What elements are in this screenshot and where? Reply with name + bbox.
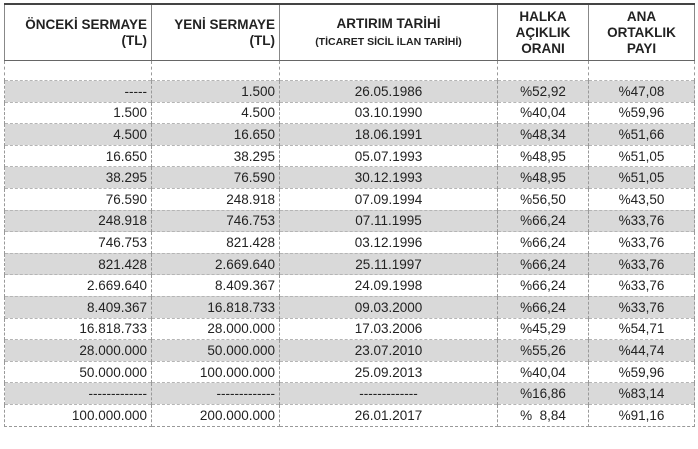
header-public-ratio-line1: HALKA — [519, 8, 567, 24]
header-public-ratio-line2: AÇIKLIK — [515, 24, 571, 40]
cell-public-ratio: %66,24 — [498, 210, 589, 232]
cell-main-share: %33,76 — [589, 275, 695, 297]
cell-public-ratio: %48,95 — [498, 145, 589, 167]
cell-prev-capital: 16.818.733 — [5, 318, 152, 340]
cell-new-capital: ------------- — [152, 383, 280, 405]
cell-public-ratio: %66,24 — [498, 253, 589, 275]
cell-new-capital: 8.409.367 — [152, 275, 280, 297]
cell-prev-capital: 821.428 — [5, 253, 152, 275]
cell-increase-date: 03.12.1996 — [280, 232, 498, 254]
header-increase-date-line1: ARTIRIM TARİHİ — [336, 15, 441, 31]
cell-prev-capital: 2.669.640 — [5, 275, 152, 297]
cell-new-capital: 76.590 — [152, 167, 280, 189]
cell-main-share: %83,14 — [589, 383, 695, 405]
table-row — [5, 167, 695, 189]
table-row — [5, 102, 695, 124]
table-row — [5, 383, 695, 405]
table-row — [5, 188, 695, 210]
cell-public-ratio: %52,92 — [498, 81, 589, 103]
cell-main-share: %59,96 — [589, 361, 695, 383]
cell-increase-date: 03.10.1990 — [280, 102, 498, 124]
cell-prev-capital: 100.000.000 — [5, 404, 152, 426]
cell-new-capital: 16.818.733 — [152, 296, 280, 318]
spacer-cell — [152, 61, 280, 81]
cell-new-capital: 821.428 — [152, 232, 280, 254]
cell-new-capital: 746.753 — [152, 210, 280, 232]
cell-prev-capital: ------------- — [5, 383, 152, 405]
cell-public-ratio: %66,24 — [498, 275, 589, 297]
cell-main-share: %44,74 — [589, 340, 695, 362]
header-prev-capital-line1: ÖNCEKİ SERMAYE — [25, 16, 147, 32]
cell-increase-date: 25.11.1997 — [280, 253, 498, 275]
cell-public-ratio: %40,04 — [498, 361, 589, 383]
table-header — [5, 4, 695, 61]
cell-increase-date: 25.09.2013 — [280, 361, 498, 383]
table-row — [5, 275, 695, 297]
header-main-share-line1: ANA — [626, 8, 657, 24]
table-row — [5, 361, 695, 383]
cell-increase-date: 30.12.1993 — [280, 167, 498, 189]
header-new-capital-line1: YENİ SERMAYE — [174, 16, 275, 32]
cell-new-capital: 28.000.000 — [152, 318, 280, 340]
cell-main-share: %47,08 — [589, 81, 695, 103]
cell-prev-capital: 50.000.000 — [5, 361, 152, 383]
cell-prev-capital: ----- — [5, 81, 152, 103]
cell-main-share: %33,76 — [589, 232, 695, 254]
table-row — [5, 124, 695, 146]
cell-public-ratio: %66,24 — [498, 296, 589, 318]
table-row — [5, 318, 695, 340]
cell-main-share: %33,76 — [589, 210, 695, 232]
cell-increase-date: 26.01.2017 — [280, 404, 498, 426]
spacer-cell — [5, 61, 152, 81]
table-row — [5, 210, 695, 232]
cell-main-share: %59,96 — [589, 102, 695, 124]
header-prev-capital-line2: (TL) — [121, 32, 147, 48]
cell-prev-capital: 1.500 — [5, 102, 152, 124]
table-row — [5, 253, 695, 275]
cell-new-capital: 1.500 — [152, 81, 280, 103]
cell-increase-date: 23.07.2010 — [280, 340, 498, 362]
cell-main-share: %54,71 — [589, 318, 695, 340]
cell-new-capital: 16.650 — [152, 124, 280, 146]
cell-main-share: %33,76 — [589, 253, 695, 275]
cell-public-ratio: % 8,84 — [498, 404, 589, 426]
capital-history-table — [4, 3, 695, 427]
cell-public-ratio: %48,34 — [498, 124, 589, 146]
header-increase-date — [280, 4, 498, 61]
cell-increase-date: 05.07.1993 — [280, 145, 498, 167]
spacer-cell — [498, 61, 589, 81]
header-new-capital-line2: (TL) — [249, 32, 275, 48]
cell-increase-date: 18.06.1991 — [280, 124, 498, 146]
cell-main-share: %51,66 — [589, 124, 695, 146]
cell-public-ratio: %56,50 — [498, 188, 589, 210]
cell-main-share: %43,50 — [589, 188, 695, 210]
cell-prev-capital: 4.500 — [5, 124, 152, 146]
cell-public-ratio: %40,04 — [498, 102, 589, 124]
header-main-share-line3: PAYI — [626, 40, 657, 56]
cell-prev-capital: 16.650 — [5, 145, 152, 167]
cell-public-ratio: %16,86 — [498, 383, 589, 405]
cell-main-share: %51,05 — [589, 145, 695, 167]
cell-prev-capital: 38.295 — [5, 167, 152, 189]
table-row — [5, 404, 695, 426]
table-row — [5, 145, 695, 167]
cell-public-ratio: %48,95 — [498, 167, 589, 189]
cell-prev-capital: 28.000.000 — [5, 340, 152, 362]
cell-new-capital: 50.000.000 — [152, 340, 280, 362]
cell-new-capital: 38.295 — [152, 145, 280, 167]
header-prev-capital — [5, 4, 152, 61]
spacer-cell — [589, 61, 695, 81]
header-new-capital — [152, 4, 280, 61]
cell-public-ratio: %66,24 — [498, 232, 589, 254]
spacer-cell — [280, 61, 498, 81]
cell-new-capital: 100.000.000 — [152, 361, 280, 383]
cell-increase-date: 07.11.1995 — [280, 210, 498, 232]
cell-prev-capital: 248.918 — [5, 210, 152, 232]
cell-increase-date: 07.09.1994 — [280, 188, 498, 210]
header-public-ratio — [498, 4, 589, 61]
table-row — [5, 232, 695, 254]
cell-main-share: %33,76 — [589, 296, 695, 318]
header-main-share-line2: ORTAKLIK — [607, 24, 676, 40]
cell-prev-capital: 746.753 — [5, 232, 152, 254]
cell-prev-capital: 8.409.367 — [5, 296, 152, 318]
cell-new-capital: 200.000.000 — [152, 404, 280, 426]
cell-new-capital: 2.669.640 — [152, 253, 280, 275]
spacer-row — [5, 61, 695, 81]
table-body — [5, 61, 695, 427]
cell-public-ratio: %45,29 — [498, 318, 589, 340]
cell-public-ratio: %55,26 — [498, 340, 589, 362]
cell-increase-date: 17.03.2006 — [280, 318, 498, 340]
cell-main-share: %91,16 — [589, 404, 695, 426]
cell-prev-capital: 76.590 — [5, 188, 152, 210]
cell-increase-date: 09.03.2000 — [280, 296, 498, 318]
cell-increase-date: ------------- — [280, 383, 498, 405]
cell-increase-date: 24.09.1998 — [280, 275, 498, 297]
header-increase-date-line2: (TİCARET SİCİL İLAN TARİHİ) — [315, 35, 462, 48]
cell-main-share: %51,05 — [589, 167, 695, 189]
cell-new-capital: 248.918 — [152, 188, 280, 210]
cell-increase-date: 26.05.1986 — [280, 81, 498, 103]
table-row — [5, 296, 695, 318]
header-row — [5, 4, 695, 61]
header-main-share — [589, 4, 695, 61]
cell-new-capital: 4.500 — [152, 102, 280, 124]
capital-history-table-container — [4, 3, 694, 427]
header-public-ratio-line3: ORANI — [521, 40, 565, 56]
table-row — [5, 81, 695, 103]
table-row — [5, 340, 695, 362]
